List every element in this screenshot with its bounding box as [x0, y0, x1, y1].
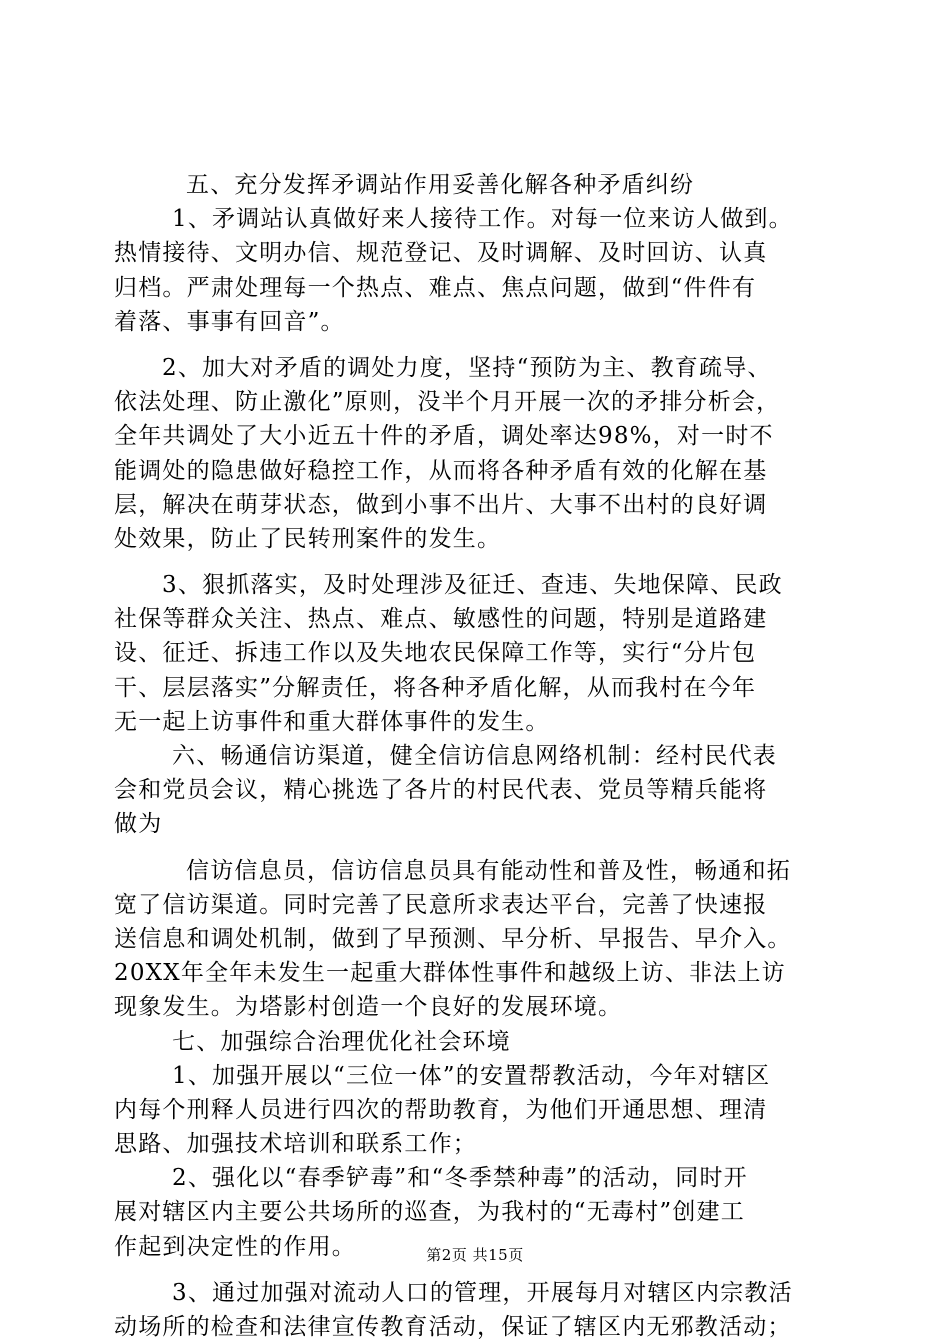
paragraph-line: 干、层层落实”分解责任，将各种矛盾化解，从而我村在今年 — [114, 674, 757, 701]
page-number-footer: 第2页 共15页 — [426, 1246, 524, 1264]
section-heading-7: 七、加强综合治理优化社会环境 — [172, 1028, 511, 1055]
paragraph-line: 设、征迁、拆违工作以及失地农民保障工作等，实行“分片包 — [114, 640, 757, 667]
paragraph-line: 能调处的隐患做好稳控工作，从而将各种矛盾有效的化解在基 — [114, 457, 768, 484]
paragraph-line: 着落、事事有回音”。 — [114, 308, 345, 335]
section-heading-5: 五、充分发挥矛调站作用妥善化解各种矛盾纠纷 — [186, 172, 695, 198]
paragraph-line: 1、矛调站认真做好来人接待工作。对每一位来访人做到。 — [172, 206, 793, 233]
paragraph-line: 2、强化以“春季铲毒”和“冬季禁种毒”的活动，同时开 — [172, 1165, 748, 1192]
section-heading-6: 六、畅通信访渠道，健全信访信息网络机制：经村民代表 — [172, 743, 777, 769]
document-body — [114, 168, 836, 1344]
paragraph-line: 信访信息员，信访信息员具有能动性和普及性，畅通和拓 — [186, 857, 791, 884]
paragraph-line: 送信息和调处机制，做到了早预测、早分析、早报告、早介入。 — [114, 925, 792, 952]
paragraph-line: 内每个刑释人员进行四次的帮助教育，为他们开通思想、理清 — [114, 1096, 768, 1123]
paragraph-line: 无一起上访事件和重大群体事件的发生。 — [114, 708, 550, 735]
paragraph-line: 动场所的检查和法律宣传教育活动，保证了辖区内无邪教活动； — [114, 1314, 792, 1340]
paragraph-line: 层，解决在萌芽状态，做到小事不出片、大事不出村的良好调 — [114, 491, 768, 518]
paragraph-line: 热情接待、文明办信、规范登记、及时调解、及时回访、认真 — [114, 240, 768, 267]
paragraph-line: 20XX年全年未发生一起重大群体性事件和越级上访、非法上访 — [114, 960, 786, 987]
paragraph-line: 做为 — [114, 811, 163, 838]
paragraph-line: 2、加大对矛盾的调处力度，坚持“预防为主、教育疏导、 — [162, 354, 772, 381]
paragraph-line: 现象发生。为塔影村创造一个良好的发展环境。 — [114, 994, 623, 1021]
paragraph-line: 展对辖区内主要公共场所的巡查，为我村的“无毒村”创建工 — [114, 1199, 745, 1226]
paragraph-line: 3、狠抓落实，及时处理涉及征迁、查违、失地保障、民政 — [162, 572, 783, 599]
paragraph-line: 作起到决定性的作用。 — [114, 1233, 356, 1260]
paragraph-line: 归档。严肃处理每一个热点、难点、焦点问题，做到“件件有 — [114, 274, 757, 301]
paragraph-line: 依法处理、防止激化”原则，没半个月开展一次的矛排分析会， — [114, 389, 781, 416]
paragraph-line: 3、通过加强对流动人口的管理，开展每月对辖区内宗教活 — [172, 1279, 793, 1306]
paragraph-line: 1、加强开展以“三位一体”的安置帮教活动，今年对辖区 — [172, 1062, 771, 1089]
paragraph-line: 思路、加强技术培训和联系工作； — [114, 1131, 477, 1158]
paragraph-line: 宽了信访渠道。同时完善了民意所求表达平台，完善了快速报 — [114, 891, 768, 918]
paragraph-line: 会和党员会议，精心挑选了各片的村民代表、党员等精兵能将 — [114, 777, 768, 804]
paragraph-line: 社保等群众关注、热点、难点、敏感性的问题，特别是道路建 — [114, 606, 768, 633]
paragraph-line: 处效果，防止了民转刑案件的发生。 — [114, 525, 502, 552]
paragraph-line: 全年共调处了大小近五十件的矛盾，调处率达98%，对一时不 — [114, 423, 774, 450]
